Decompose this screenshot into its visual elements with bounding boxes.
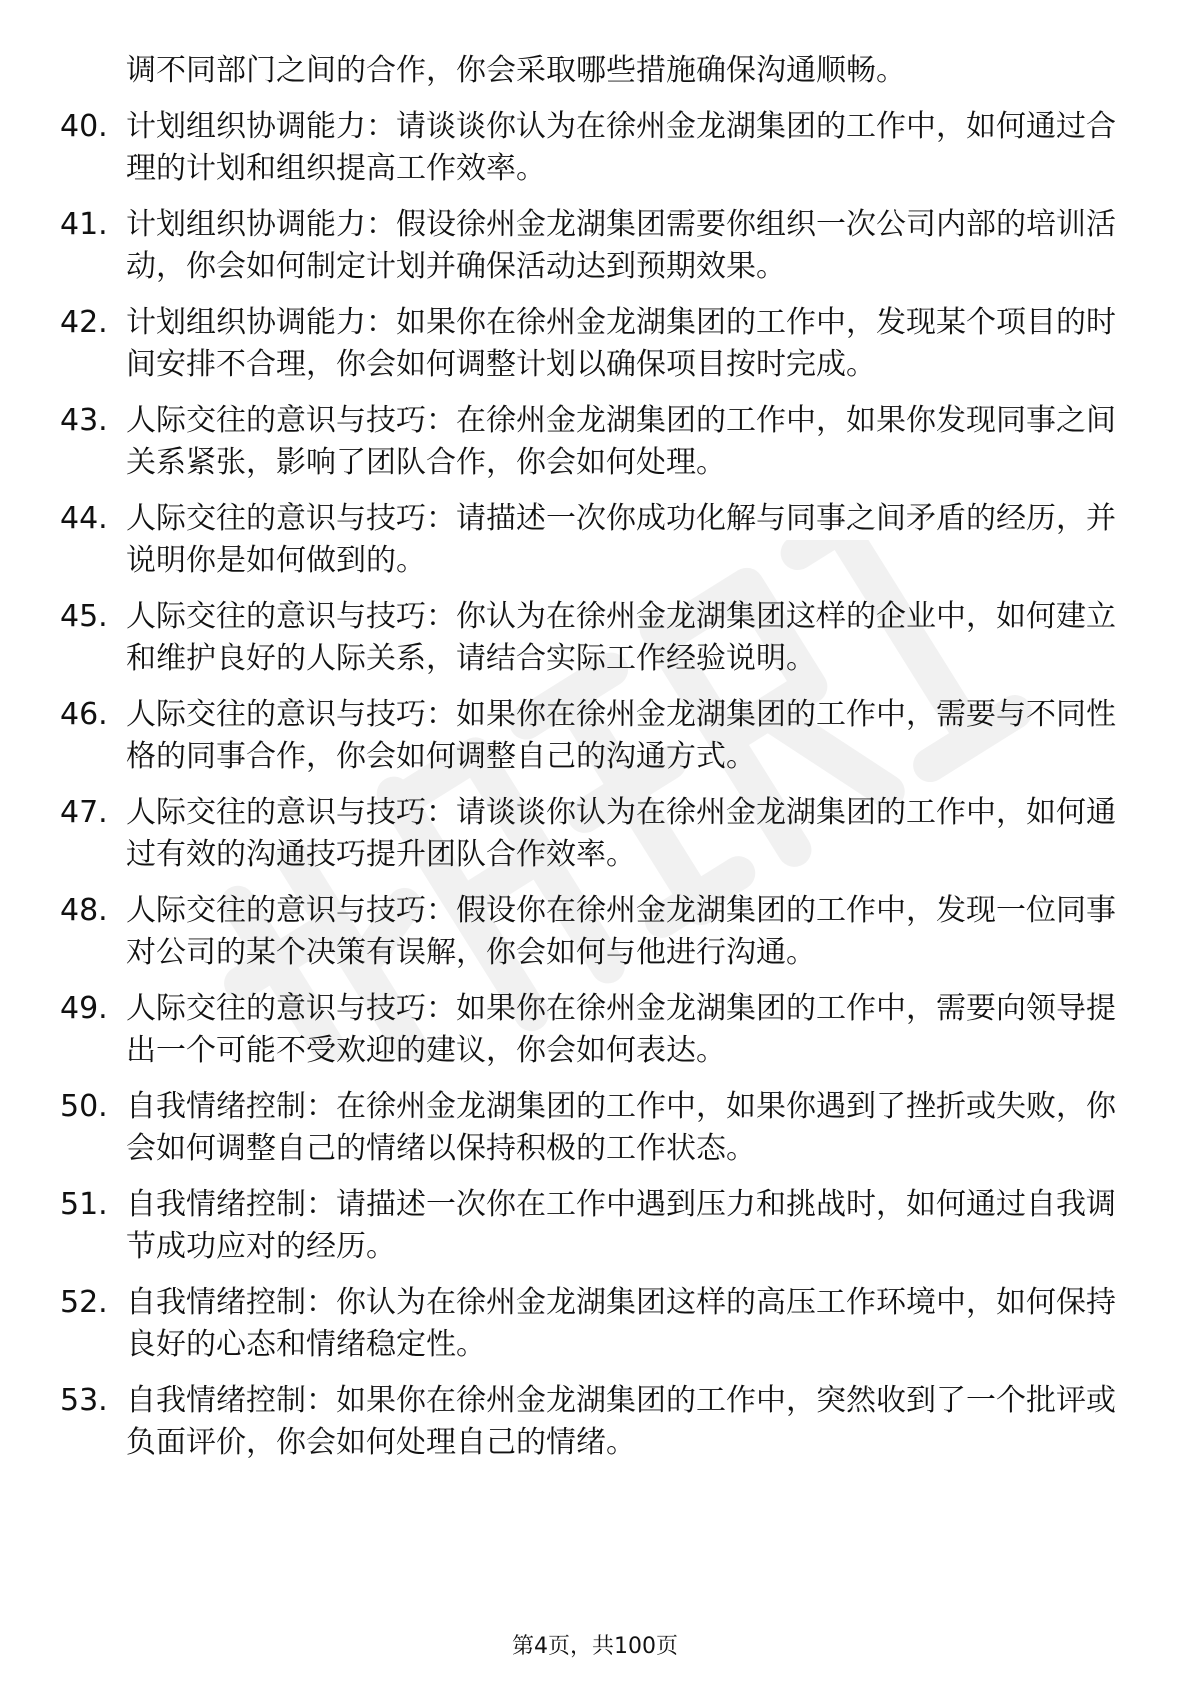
question-text: 计划组织协调能力：假设徐州金龙湖集团需要你组织一次公司内部的培训活动，你会如何制定计划并确保活动达到预期效果。	[126, 207, 1116, 284]
question-item	[60, 1086, 1120, 1170]
question-item	[60, 106, 1120, 190]
question-number: 52.	[60, 1285, 108, 1320]
question-text: 计划组织协调能力：如果你在徐州金龙湖集团的工作中，发现某个项目的时间安排不合理，你会如何调整计划以确保项目按时完成。	[126, 305, 1116, 382]
question-number: 42.	[60, 305, 108, 340]
question-number: 50.	[60, 1089, 108, 1124]
question-number: 45.	[60, 599, 108, 634]
question-number: 47.	[60, 795, 108, 830]
question-item	[60, 988, 1120, 1072]
question-item	[60, 204, 1120, 288]
question-item	[60, 400, 1120, 484]
question-item	[60, 498, 1120, 582]
question-item	[60, 1380, 1120, 1464]
question-text: 自我情绪控制：如果你在徐州金龙湖集团的工作中，突然收到了一个批评或负面评价，你会如何处理自己的情绪。	[126, 1383, 1116, 1460]
question-content	[60, 50, 1120, 1478]
continued-question-text: 调不同部门之间的合作，你会采取哪些措施确保沟通顺畅。	[126, 53, 906, 88]
question-text: 人际交往的意识与技巧：请描述一次你成功化解与同事之间矛盾的经历，并说明你是如何做到的。	[126, 501, 1116, 578]
question-number: 49.	[60, 991, 108, 1026]
question-item	[60, 1282, 1120, 1366]
question-text: 自我情绪控制：你认为在徐州金龙湖集团这样的高压工作环境中，如何保持良好的心态和情绪稳定性。	[126, 1285, 1116, 1362]
page-number-label: 第4页，共100页	[512, 1634, 678, 1659]
question-item	[60, 694, 1120, 778]
question-number: 48.	[60, 893, 108, 928]
question-item	[60, 1184, 1120, 1268]
question-item	[60, 302, 1120, 386]
question-text: 计划组织协调能力：请谈谈你认为在徐州金龙湖集团的工作中，如何通过合理的计划和组织提高工作效率。	[126, 109, 1116, 186]
question-number: 44.	[60, 501, 108, 536]
question-number: 51.	[60, 1187, 108, 1222]
question-number: 43.	[60, 403, 108, 438]
question-text: 自我情绪控制：请描述一次你在工作中遇到压力和挑战时，如何通过自我调节成功应对的经历。	[126, 1187, 1116, 1264]
question-text: 人际交往的意识与技巧：你认为在徐州金龙湖集团这样的企业中，如何建立和维护良好的人际关系，请结合实际工作经验说明。	[126, 599, 1116, 676]
question-text: 人际交往的意识与技巧：在徐州金龙湖集团的工作中，如果你发现同事之间关系紧张，影响了团队合作，你会如何处理。	[126, 403, 1116, 480]
question-number: 41.	[60, 207, 108, 242]
question-text: 人际交往的意识与技巧：如果你在徐州金龙湖集团的工作中，需要向领导提出一个可能不受欢迎的建议，你会如何表达。	[126, 991, 1116, 1068]
question-item	[60, 890, 1120, 974]
question-number: 46.	[60, 697, 108, 732]
question-item	[60, 596, 1120, 680]
question-text: 人际交往的意识与技巧：如果你在徐州金龙湖集团的工作中，需要与不同性格的同事合作，你会如何调整自己的沟通方式。	[126, 697, 1116, 774]
question-item	[60, 792, 1120, 876]
question-text: 自我情绪控制：在徐州金龙湖集团的工作中，如果你遇到了挫折或失败，你会如何调整自己的情绪以保持积极的工作状态。	[126, 1089, 1116, 1166]
page-footer	[0, 1632, 1190, 1662]
question-number: 40.	[60, 109, 108, 144]
question-list	[60, 106, 1120, 1464]
question-text: 人际交往的意识与技巧：假设你在徐州金龙湖集团的工作中，发现一位同事对公司的某个决策有误解，你会如何与他进行沟通。	[126, 893, 1116, 970]
question-number: 53.	[60, 1383, 108, 1418]
question-text: 人际交往的意识与技巧：请谈谈你认为在徐州金龙湖集团的工作中，如何通过有效的沟通技巧提升团队合作效率。	[126, 795, 1116, 872]
